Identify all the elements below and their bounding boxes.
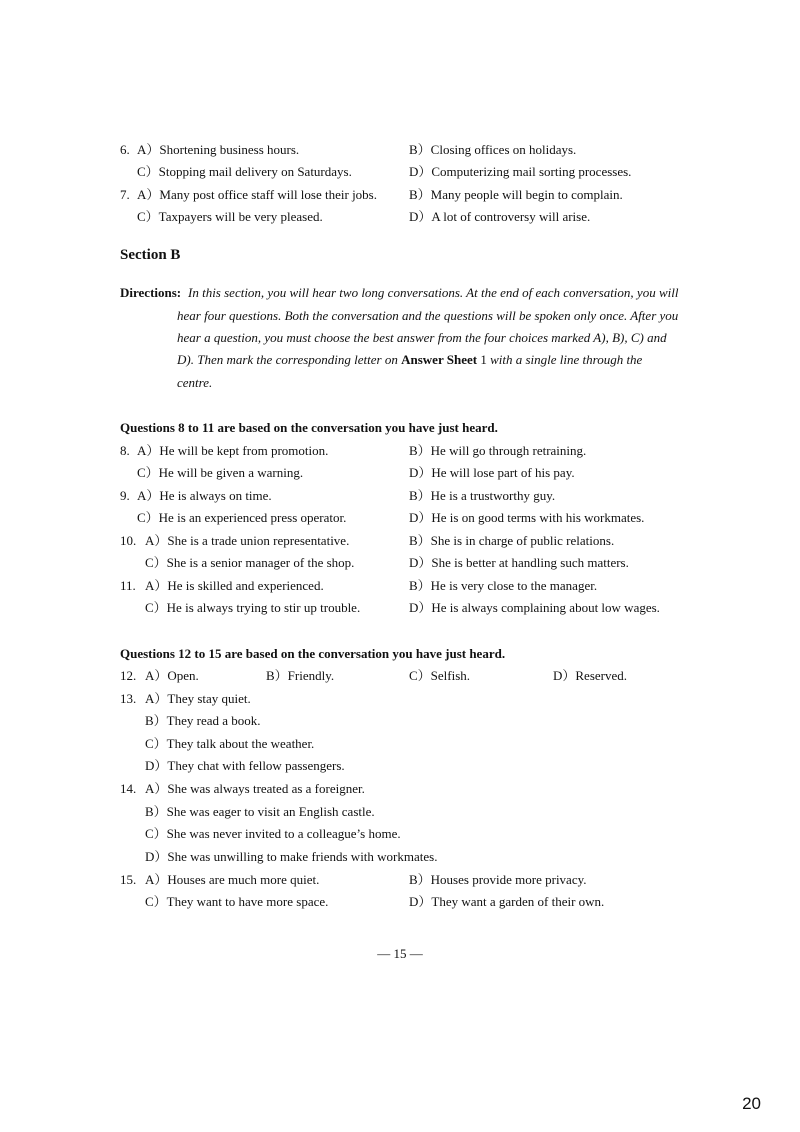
- question-13-d: [0, 755, 800, 777]
- option-b: B）He is very close to the manager.: [409, 578, 598, 593]
- option-d: D）He is on good terms with his workmates.: [409, 510, 645, 525]
- option-d: D）He is always complaining about low wages.: [409, 600, 660, 615]
- option-a: A）Shortening business hours.: [137, 142, 300, 157]
- question-13-b: [0, 710, 800, 732]
- directions-text: hear a question, you must choose the best answer from the four choices marked A), B), C) and: [177, 330, 667, 345]
- page-number: — 15 —: [377, 946, 423, 961]
- option-d: D）Computerizing mail sorting processes.: [409, 164, 632, 179]
- question-13: [0, 688, 800, 710]
- question-number: 11.: [120, 578, 136, 593]
- directions-text: hear four questions. Both the conversation and the questions will be spoken only once. After you: [177, 308, 679, 323]
- option-b: B）She was eager to visit an English castle.: [145, 804, 375, 819]
- question-10: [0, 530, 800, 552]
- question-14-c: [0, 823, 800, 845]
- option-d: D）They want a garden of their own.: [409, 894, 605, 909]
- question-11-cont: [0, 597, 800, 619]
- option-c: C）He is an experienced press operator.: [137, 510, 347, 525]
- question-9: [0, 485, 800, 507]
- question-7: [0, 184, 800, 206]
- directions-line-1: [0, 282, 800, 304]
- option-d: D）They chat with fellow passengers.: [145, 758, 345, 773]
- question-number: 13.: [120, 691, 137, 706]
- answer-sheet-label: Answer Sheet: [401, 352, 478, 367]
- option-a: A）They stay quiet.: [145, 691, 251, 706]
- question-13-c: [0, 733, 800, 755]
- question-15: [0, 869, 800, 891]
- option-a: A）Houses are much more quiet.: [145, 872, 320, 887]
- question-9-cont: [0, 507, 800, 529]
- directions-text: centre.: [177, 375, 213, 390]
- question-number: 10.: [120, 533, 137, 548]
- question-number: 6.: [120, 142, 130, 157]
- question-14-d: [0, 846, 800, 868]
- directions-line-3: [0, 327, 800, 349]
- option-b: B）He is a trustworthy guy.: [409, 488, 556, 503]
- directions-text: D). Then mark the corresponding letter on Answer Sheet 1 with a single line through the: [177, 352, 643, 367]
- question-number: 12.: [120, 668, 137, 683]
- option-c: C）They want to have more space.: [145, 894, 329, 909]
- question-7-cont: [0, 206, 800, 228]
- option-a: A）He is always on time.: [137, 488, 272, 503]
- option-d: D）She is better at handling such matters.: [409, 555, 629, 570]
- question-number: 8.: [120, 443, 130, 458]
- option-a: A）She is a trade union representative.: [145, 533, 350, 548]
- option-c: C）He is always trying to stir up trouble.: [145, 600, 361, 615]
- question-14-b: [0, 801, 800, 823]
- option-d: D）A lot of controversy will arise.: [409, 209, 591, 224]
- question-number: 9.: [120, 488, 130, 503]
- option-b: B）Friendly.: [266, 668, 335, 683]
- directions-line-2: [0, 305, 800, 327]
- directions-line-5: [0, 372, 800, 394]
- option-b: B）He will go through retraining.: [409, 443, 587, 458]
- question-12: [0, 665, 800, 687]
- option-b: B）They read a book.: [145, 713, 261, 728]
- option-a: A）Many post office staff will lose their jobs.: [137, 187, 377, 202]
- question-6-cont: [0, 161, 800, 183]
- question-number: 14.: [120, 781, 137, 796]
- question-number: 7.: [120, 187, 130, 202]
- section-title: Section B: [120, 247, 181, 263]
- option-c: C）He will be given a warning.: [137, 465, 304, 480]
- question-10-cont: [0, 552, 800, 574]
- question-14: [0, 778, 800, 800]
- option-b: B）Houses provide more privacy.: [409, 872, 587, 887]
- question-6: [0, 139, 800, 161]
- option-c: C）She is a senior manager of the shop.: [145, 555, 355, 570]
- option-a: A）She was always treated as a foreigner.: [145, 781, 365, 796]
- option-a: A）He will be kept from promotion.: [137, 443, 329, 458]
- option-a: A）He is skilled and experienced.: [145, 578, 324, 593]
- option-c: C）Taxpayers will be very pleased.: [137, 209, 323, 224]
- option-c: C）Selfish.: [409, 668, 471, 683]
- directions-line-4: [0, 349, 800, 371]
- directions-text: In this section, you will hear two long conversations. At the end of each conversation, you will: [188, 285, 679, 300]
- option-b: B）She is in charge of public relations.: [409, 533, 615, 548]
- directions-label: Directions:: [120, 285, 182, 300]
- option-a: A）Open.: [145, 668, 199, 683]
- option-c: C）Stopping mail delivery on Saturdays.: [137, 164, 352, 179]
- option-d: D）He will lose part of his pay.: [409, 465, 575, 480]
- option-b: B）Many people will begin to complain.: [409, 187, 623, 202]
- option-d: D）She was unwilling to make friends with workmates.: [145, 849, 438, 864]
- option-c: C）They talk about the weather.: [145, 736, 315, 751]
- question-8-cont: [0, 462, 800, 484]
- group-heading: Questions 8 to 11 are based on the conversation you have just heard.: [120, 420, 498, 435]
- question-number: 15.: [120, 872, 137, 887]
- question-8: [0, 440, 800, 462]
- question-15-cont: [0, 891, 800, 913]
- question-11: [0, 575, 800, 597]
- corner-page-number: 20: [742, 1094, 761, 1113]
- option-b: B）Closing offices on holidays.: [409, 142, 577, 157]
- option-c: C）She was never invited to a colleague’s home.: [145, 826, 401, 841]
- group-heading: Questions 12 to 15 are based on the conversation you have just heard.: [120, 646, 506, 661]
- option-d: D）Reserved.: [553, 668, 628, 683]
